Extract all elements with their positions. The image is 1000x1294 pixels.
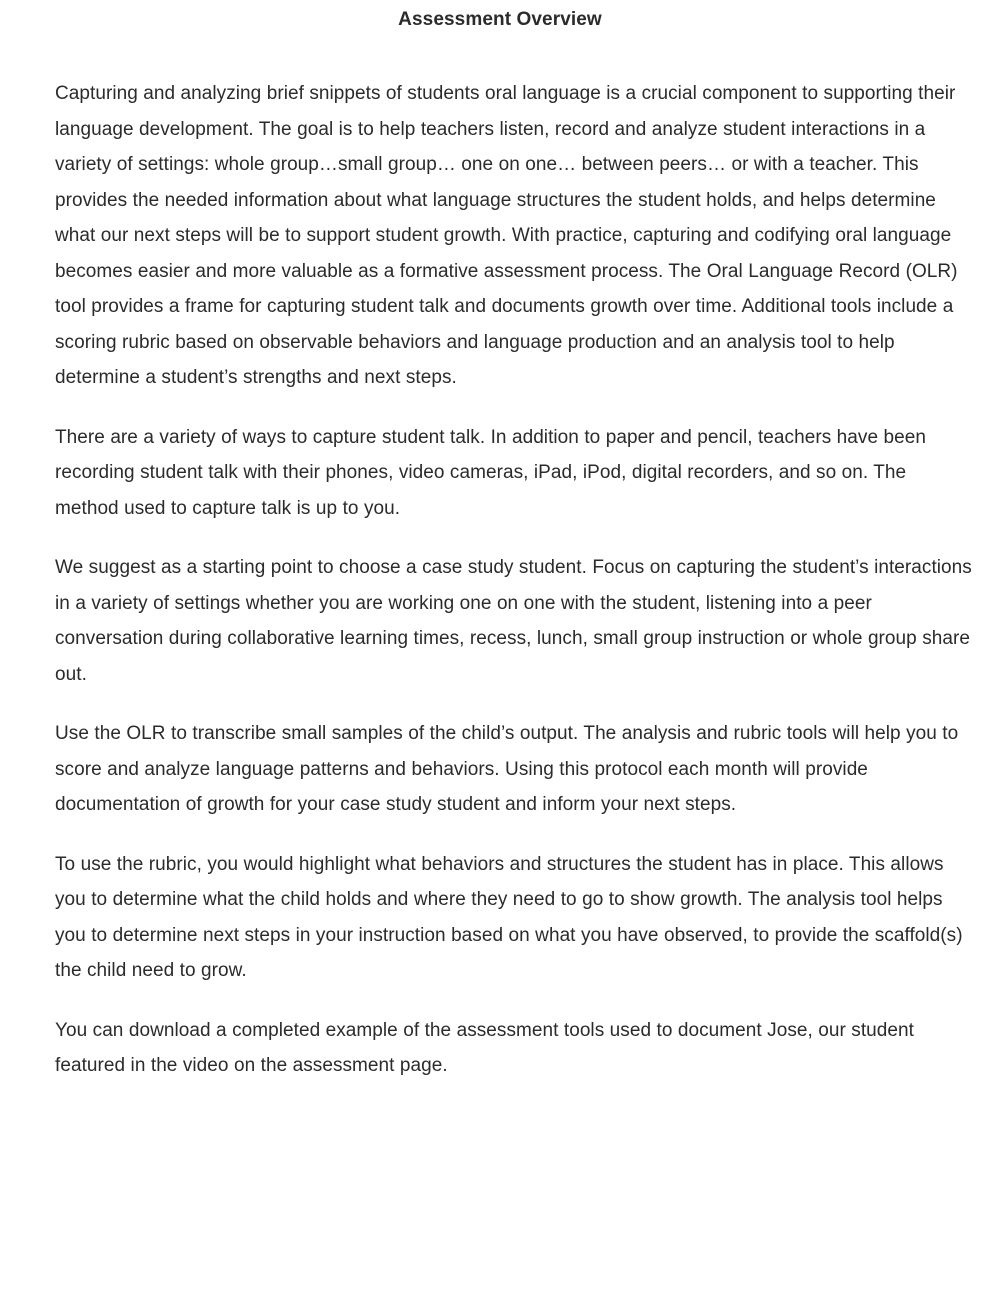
paragraph-5: To use the rubric, you would highlight what behaviors and structures the student has in place. This allows you to determine what the child holds and where they need to go to show growth. The analysis tool helps you to determine next steps in your instruction based on what you have observed, to provide the scaffold(s) the child need to grow.	[55, 853, 963, 981]
paragraph-3: We suggest as a starting point to choose a case study student. Focus on capturing the student’s interactions in a variety of settings whether you are working one on one with the student, listening into a peer conversation during collaborative learning times, recess, lunch, small group instruction or whole group share out.	[55, 557, 972, 685]
paragraph-2: There are a variety of ways to capture student talk. In addition to paper and pencil, teachers have been recording student talk with their phones, video cameras, iPad, iPod, digital recorders, and so on. The method used to capture talk is up to you.	[55, 426, 926, 519]
page-title: Assessment Overview	[398, 9, 602, 30]
paragraph-6: You can download a completed example of the assessment tools used to document Jose, our student featured in the video on the assessment page.	[55, 1019, 914, 1076]
paragraph-4: Use the OLR to transcribe small samples of the child’s output. The analysis and rubric tools will help you to score and analyze language patterns and behaviors. Using this protocol each month will provide documentation of growth for your case study student and inform your next steps.	[55, 723, 959, 815]
document-body	[55, 32, 975, 1084]
paragraph-1: Capturing and analyzing brief snippets of students oral language is a crucial component to supporting their language development. The goal is to help teachers listen, record and analyze student interactions in a variety of settings: whole group…small group… one on one… between peers… or with a teacher. This provides the needed information about what language structures the student holds, and helps determine what our next steps will be to support student growth. With practice, capturing and codifying oral language becomes easier and more valuable as a formative assessment process. The Oral Language Record (OLR) tool provides a frame for capturing student talk and documents growth over time. Additional tools include a scoring rubric based on observable behaviors and language production and an analysis tool to help determine a student’s strengths and next steps.	[55, 83, 958, 388]
